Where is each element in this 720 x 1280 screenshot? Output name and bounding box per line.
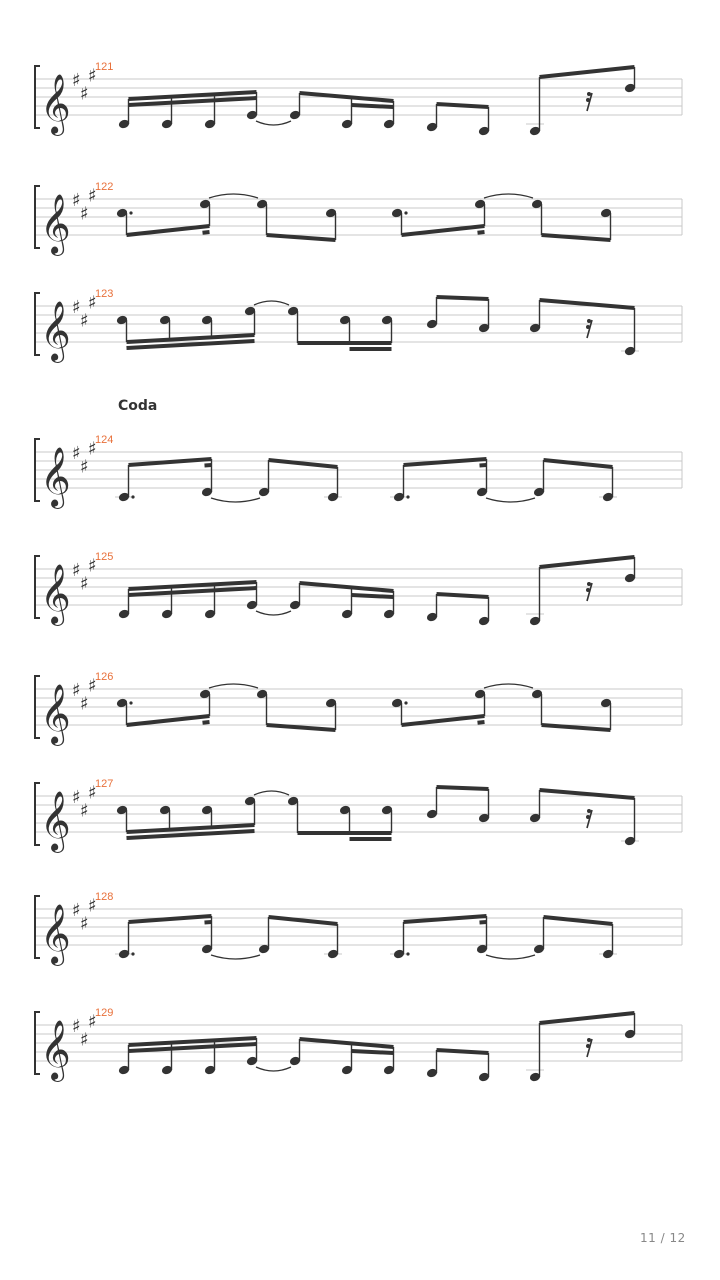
dot	[404, 701, 407, 704]
sharp-icon: ♯	[72, 70, 81, 91]
sharp-icon: ♯	[80, 203, 89, 225]
measure-number: 129	[95, 1007, 114, 1019]
beam-stub	[478, 722, 485, 723]
tie	[484, 684, 533, 688]
sharp-icon: ♯	[80, 1029, 89, 1051]
sharp-icon: ♯	[88, 438, 97, 460]
sharp-icon: ♯	[72, 1016, 81, 1037]
sharp-icon: ♯	[80, 310, 89, 332]
rest-flag	[587, 319, 591, 323]
sharp-icon: ♯	[72, 560, 81, 581]
beam	[129, 916, 212, 922]
beam	[542, 725, 611, 730]
dot	[129, 701, 132, 704]
beam-stub	[480, 465, 487, 466]
staff-system-121	[35, 61, 682, 137]
beam	[402, 716, 485, 725]
tie	[256, 611, 291, 615]
treble-clef-icon: 𝄞	[40, 447, 71, 507]
sharp-icon: ♯	[72, 680, 81, 701]
tie	[256, 1067, 291, 1071]
beam	[127, 716, 210, 725]
tie	[484, 194, 533, 198]
tie	[254, 791, 289, 795]
sharp-icon: ♯	[88, 292, 97, 314]
sharp-icon: ♯	[72, 443, 81, 464]
beam	[437, 297, 489, 299]
sharp-icon: ♯	[80, 800, 89, 822]
sharp-icon: ♯	[88, 675, 97, 697]
beam	[437, 1050, 489, 1053]
dot	[406, 952, 409, 955]
treble-clef-icon: 𝄞	[40, 684, 71, 744]
page-number: 11 / 12	[640, 1231, 686, 1245]
measure-number: 123	[95, 288, 114, 300]
treble-clef-icon: 𝄞	[40, 194, 71, 254]
sharp-icon: ♯	[80, 573, 89, 595]
tie	[486, 955, 535, 959]
staff-system-124	[35, 434, 682, 509]
tie	[486, 498, 535, 502]
measure-number: 127	[95, 778, 114, 790]
treble-clef-icon: 𝄞	[40, 564, 71, 624]
rest-flag	[586, 325, 590, 329]
treble-clef-icon: 𝄞	[40, 1020, 71, 1080]
rest-flag	[587, 582, 591, 586]
rest-flag	[587, 1038, 591, 1042]
sharp-icon: ♯	[80, 693, 89, 715]
beam	[352, 105, 394, 107]
staff-system-123	[35, 288, 682, 363]
treble-clef-icon: 𝄞	[40, 301, 71, 361]
staff-system-125	[35, 551, 682, 627]
beam	[352, 1051, 394, 1053]
sharp-icon: ♯	[72, 787, 81, 808]
rest-flag	[587, 92, 591, 96]
sharp-icon: ♯	[88, 1011, 97, 1033]
sharp-icon: ♯	[88, 555, 97, 577]
treble-clef-icon: 𝄞	[40, 74, 71, 134]
sharp-icon: ♯	[72, 190, 81, 211]
sharp-icon: ♯	[88, 895, 97, 917]
beam-stub	[205, 922, 212, 923]
beam	[404, 459, 487, 465]
dot	[129, 211, 132, 214]
beam	[540, 557, 635, 567]
beam	[540, 300, 635, 308]
measure-number: 124	[95, 434, 114, 446]
beam	[404, 916, 487, 922]
dot	[406, 495, 409, 498]
treble-clef-icon: 𝄞	[40, 904, 71, 964]
tie	[211, 955, 260, 959]
dot	[404, 211, 407, 214]
dot	[131, 952, 134, 955]
staff-system-128	[35, 891, 682, 966]
sharp-icon: ♯	[80, 913, 89, 935]
measure-number: 122	[95, 181, 114, 193]
beam	[127, 226, 210, 235]
rest-flag	[586, 815, 590, 819]
staff-system-129	[35, 1007, 682, 1083]
rest-flag	[586, 588, 590, 592]
beam	[540, 790, 635, 798]
beam-stub	[480, 922, 487, 923]
beam	[267, 235, 336, 240]
staff-system-122	[35, 181, 682, 256]
measure-number: 125	[95, 551, 114, 563]
sharp-icon: ♯	[72, 297, 81, 318]
measure-number: 126	[95, 671, 114, 683]
tie	[211, 498, 260, 502]
beam	[437, 787, 489, 789]
rest-flag	[586, 1044, 590, 1048]
beam-stub	[205, 465, 212, 466]
beam	[352, 595, 394, 597]
beam-stub	[478, 232, 485, 233]
measure-number: 128	[95, 891, 114, 903]
sharp-icon: ♯	[88, 185, 97, 207]
sharp-icon: ♯	[88, 65, 97, 87]
staff-system-126	[35, 671, 682, 746]
sharp-icon: ♯	[80, 456, 89, 478]
beam-stub	[203, 722, 210, 723]
coda-label: Coda	[118, 398, 158, 414]
sharp-icon: ♯	[80, 83, 89, 105]
beam	[542, 235, 611, 240]
sharp-icon: ♯	[72, 900, 81, 921]
sharp-icon: ♯	[88, 782, 97, 804]
beam	[540, 1013, 635, 1023]
rest-flag	[587, 809, 591, 813]
tie	[256, 121, 291, 125]
beam	[437, 104, 489, 107]
staff-system-127	[35, 778, 682, 853]
dot	[131, 495, 134, 498]
tie	[254, 301, 289, 305]
rest-flag	[586, 98, 590, 102]
tie	[209, 194, 258, 198]
beam	[437, 594, 489, 597]
beam	[402, 226, 485, 235]
beam-stub	[203, 232, 210, 233]
beam	[267, 725, 336, 730]
treble-clef-icon: 𝄞	[40, 791, 71, 851]
beam	[129, 459, 212, 465]
tie	[209, 684, 258, 688]
measure-number: 121	[95, 61, 114, 73]
beam	[540, 67, 635, 77]
